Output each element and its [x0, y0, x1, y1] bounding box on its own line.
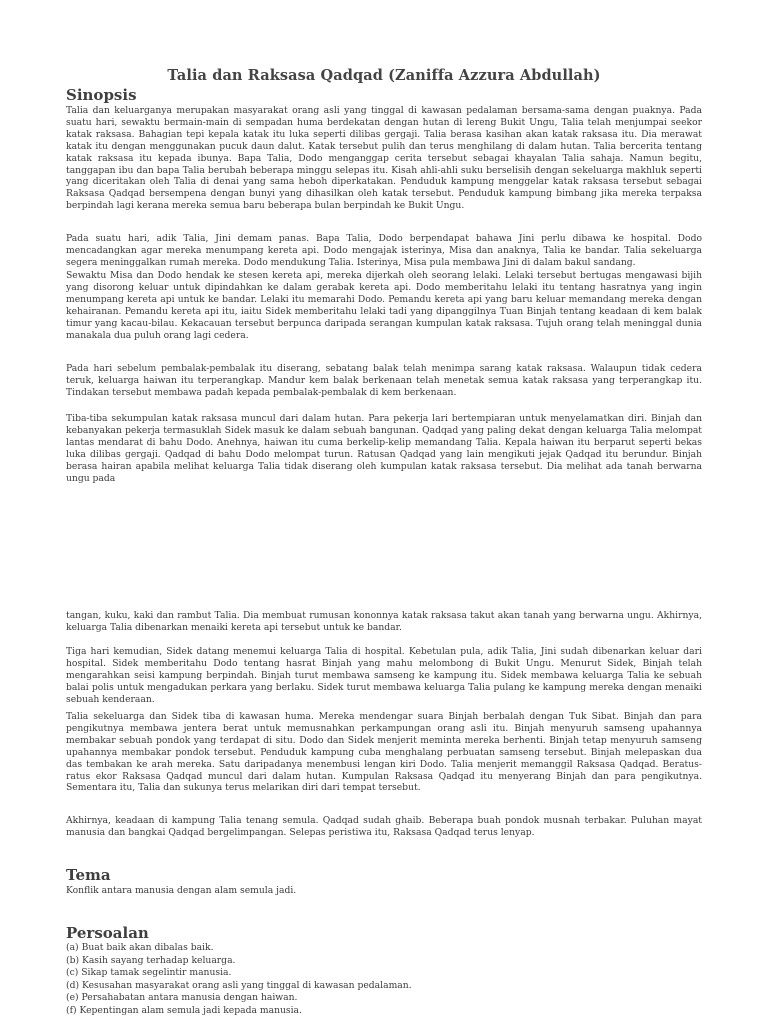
- sinopsis-heading: Sinopsis: [66, 86, 137, 104]
- sinopsis-paragraph-6: Talia sekeluarga dan Sidek tiba di kawasan huma. Mereka mendengar suara Binjah berbalah dengan Tuk Sibat. Binjah dan para pengikutnya membawa jentera berat untuk memusnahkan perkampungan orang asli itu. Binjah menyuruh samseng upahannya membakar sebuah pondok yang terdapat di situ. Dodo dan Sidek menjerit meminta mereka berhenti. Binjah tetap menyuruh samseng upahannya membakar pondok tersebut. Penduduk kampung cuba menghalang perbuatan samseng tersebut. Binjah melepaskan dua das tembakan ke arah mereka. Satu daripadanya menembusi lengan kiri Dodo. Talia menjerit memanggil Raksasa Qadqad. Beratus-ratus ekor Raksasa Qadqad muncul dari dalam hutan. Kumpulan Raksasa Qadqad itu menyerang Binjah dan para pengikutnya. Sementara itu, Talia dan sukunya terus melarikan diri dari tempat tersebut.: [66, 711, 702, 794]
- list-item: (e) Persahabatan antara manusia dengan haiwan.: [66, 992, 298, 1004]
- sinopsis-paragraph-5: Tiga hari kemudian, Sidek datang menemui keluarga Talia di hospital. Kebetulan pula, adik Talia, Jini sudah dibenarkan keluar dari hospital. Sidek memberitahu Dodo tentang hasrat Binjah yang mahu melombong di Bukit Ungu. Menurut Sidek, Binjah telah mengarahkan seisi kampung berpindah. Binjah turut membawa samseng ke kampung itu. Sidek membawa keluarga Talia ke sebuah balai polis untuk mengadukan perkara yang berlaku. Sidek turut membawa keluarga Talia pulang ke kampung mereka dengan menaiki sebuah kenderaan.: [66, 646, 702, 705]
- sinopsis-paragraph-7: Akhirnya, keadaan di kampung Talia tenang semula. Qadqad sudah ghaib. Beberapa buah pondok musnah terbakar. Puluhan mayat manusia dan bangkai Qadqad bergelimpangan. Selepas peristiwa itu, Raksasa Qadqad terus lenyap.: [66, 815, 702, 838]
- tema-heading: Tema: [66, 866, 111, 884]
- tema-text: Konflik antara manusia dengan alam semula jadi.: [66, 885, 297, 896]
- persoalan-list: [66, 942, 702, 1018]
- sinopsis-paragraph-4: Tiba-tiba sekumpulan katak raksasa muncul dari dalam hutan. Para pekerja lari bertempiaran untuk menyelamatkan diri. Binjah dan kebanyakan pekerja termasuklah Sidek masuk ke dalam sebuah bangunan. Qadqad yang paling dekat dengan keluarga Talia melompat lantas mendarat di bahu Dodo. Anehnya, haiwan itu cuma berkelip-kelip memandang Talia. Kepala haiwan itu berparut seperti bekas luka dilibas gergaji. Qadqad di bahu Dodo melompat turun. Ratusan Qadqad yang lain mengikuti jejak Qadqad itu berundur. Binjah berasa hairan apabila melihat keluarga Talia tidak diserang oleh kumpulan katak raksasa tersebut. Dia melihat ada tanah berwarna ungu pada: [66, 413, 702, 484]
- list-item: (d) Kesusahan masyarakat orang asli yang tinggal di kawasan pedalaman.: [66, 979, 412, 991]
- sinopsis-paragraph-2: Pada suatu hari, adik Talia, Jini demam panas. Bapa Talia, Dodo berpendapat bahawa Jini perlu dibawa ke hospital. Dodo mencadangkan agar mereka menumpang kereta api. Dodo mengajak isterinya, Misa dan anaknya, Talia ke bandar. Talia sekeluarga segera meninggalkan rumah mereka. Dodo mendukung Talia. Isterinya, Misa pula membawa Jini di dalam bakul sandang.: [66, 233, 702, 268]
- list-item: (b) Kasih sayang terhadap keluarga.: [66, 954, 236, 966]
- persoalan-heading: Persoalan: [66, 924, 149, 942]
- sinopsis-paragraph-1: Talia dan keluarganya merupakan masyarakat orang asli yang tinggal di kawasan pedalaman bersama-sama dengan puaknya. Pada suatu hari, sewaktu bermain-main di sempadan huma berdekatan dengan hutan di lereng Bukit Ungu, Talia telah menjumpai seekor katak raksasa. Bahagian tepi kepala katak itu luka seperti dilibas gergaji. Talia berasa kasihan akan katak raksasa itu. Dia merawat katak itu dengan menggunakan pucuk daun dalut. Katak tersebut pulih dan terus menghilang di dalam hutan. Talia bercerita tentang katak raksasa itu kepada ibunya. Bapa Talia, Dodo menganggap cerita tersebut sebagai khayalan Talia sahaja. Namun begitu, tanggapan ibu dan bapa Talia berubah beberapa minggu selepas itu. Kisah ahli-ahli suku berselisih dengan sekeluarga makhluk seperti yang diceritakan oleh Talia di denai yang sama heboh diperkatakan. Penduduk kampung menggelar katak raksasa tersebut sebagai Raksasa Qadqad bersempena dengan bunyi yang dihasilkan oleh katak tersebut. Penduduk kampung bimbang jika mereka terpaksa berpindah lagi kerana mereka semua baru beberapa bulan berpindah ke Bukit Ungu.: [66, 105, 702, 212]
- list-item: (f) Kepentingan alam semula jadi kepada manusia.: [66, 1004, 302, 1016]
- sinopsis-paragraph-4-continued: tangan, kuku, kaki dan rambut Talia. Dia membuat rumusan kononnya katak raksasa takut akan tanah yang berwarna ungu. Akhirnya, keluarga Talia dibenarkan menaiki kereta api tersebut untuk ke bandar.: [66, 610, 702, 633]
- document-title: Talia dan Raksasa Qadqad (Zaniffa Azzura Abdullah): [167, 67, 601, 84]
- list-item: (c) Sikap tamak segelintir manusia.: [66, 967, 232, 979]
- list-item: (a) Buat baik akan dibalas baik.: [66, 942, 214, 953]
- sinopsis-paragraph-2b: Sewaktu Misa dan Dodo hendak ke stesen kereta api, mereka dijerkah oleh seorang lelaki. Lelaki tersebut bertugas mengawasi bijih yang disorong keluar untuk dipindahkan ke dalam gerabak kereta api. Dodo memberitahu lelaki itu tentang hasratnya yang ingin menumpang kereta api untuk ke bandar. Lelaki itu memarahi Dodo. Pemandu kereta api yang baru keluar memandang mereka dengan kehairanan. Pemandu kereta api itu, iaitu Sidek memberitahu lelaki tadi yang dipanggilnya Tuan Binjah tentang keadaan di kem balak timur yang kacau-bilau. Kekacauan tersebut berpunca daripada serangan kumpulan katak raksasa. Tujuh orang telah meninggal dunia manakala dua puluh orang lagi cedera.: [66, 270, 702, 341]
- sinopsis-paragraph-3: Pada hari sebelum pembalak-pembalak itu diserang, sebatang balak telah menimpa sarang katak raksasa. Walaupun tidak cedera teruk, keluarga haiwan itu terperangkap. Mandur kem balak berkenaan telah menetak semua katak raksasa yang terperangkap itu. Tindakan tersebut membawa padah kepada pembalak-pembalak di kem berkenaan.: [66, 363, 702, 398]
